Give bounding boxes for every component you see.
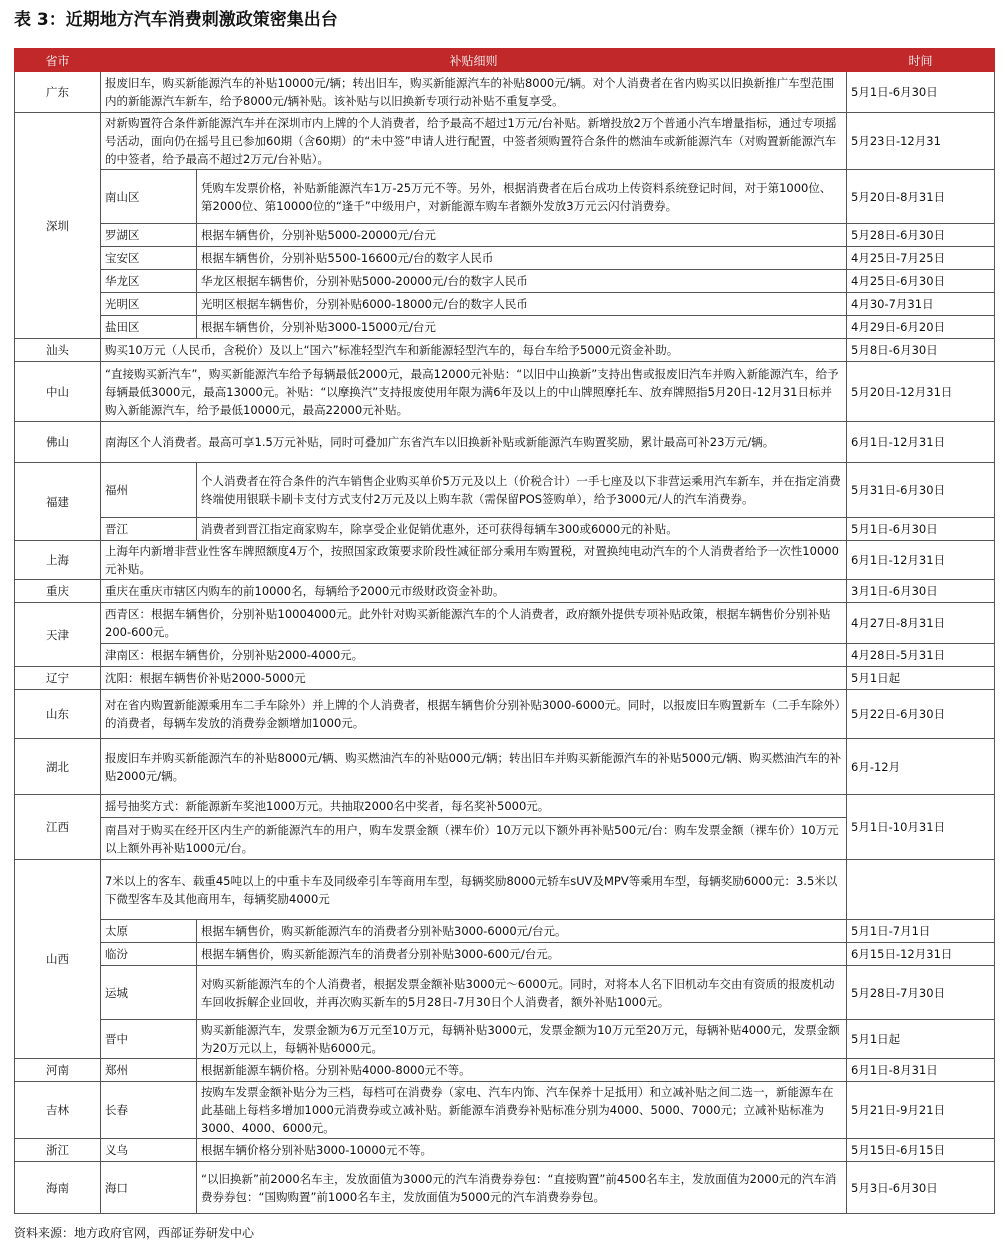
time-cell: 4月28日-5月31日	[847, 644, 995, 667]
detail-cell: 重庆在重庆市辖区内购车的前10000名，每辆给予2000元市级财政资金补助。	[101, 580, 847, 603]
city-cell: 晋江	[101, 518, 197, 541]
province-cell: 佛山	[15, 422, 101, 463]
detail-cell: 根据车辆售价，购买新能源汽车的消费者分别补贴3000-6000元/台元。	[197, 920, 847, 943]
table-row	[15, 667, 995, 690]
city-cell: 宝安区	[101, 247, 197, 270]
time-cell: 6月1日-12月31日	[847, 422, 995, 463]
time-cell: 5月20日-8月31日	[847, 170, 995, 224]
city-cell: 盐田区	[101, 316, 197, 339]
time-cell: 5月15日-6月15日	[847, 1139, 995, 1162]
time-cell: 5月21日-9月21日	[847, 1082, 995, 1139]
time-cell: 5月1日-7月1日	[847, 920, 995, 943]
detail-cell: 光明区根据车辆售价，分别补贴6000-18000元/台的数字人民币	[197, 293, 847, 316]
city-cell: 义乌	[101, 1139, 197, 1162]
table-row	[15, 943, 995, 966]
province-cell: 山东	[15, 690, 101, 739]
province-cell: 天津	[15, 603, 101, 667]
table-header-row	[15, 49, 995, 72]
province-cell: 广东	[15, 72, 101, 113]
detail-cell: “直接购买新汽车”，购买新能源汽车给予每辆最低2000元，最高12000元补贴：“以旧中山换新”支持出售或报废旧汽车并购入新能源汽车，给予每辆最低3000元，最高13000元。补贴：“以摩换汽”支持报废使用年限为满6年及以上的中山牌照摩托车、放弃牌照指5月20日-12月31日标并购入新能源汽车，给予最低10000元，最高22000元补贴。	[101, 362, 847, 422]
table-row	[15, 422, 995, 463]
detail-cell: 根据新能源车辆价格。分别补贴4000-8000元不等。	[197, 1059, 847, 1082]
time-cell: 5月28日-7月30日	[847, 966, 995, 1020]
province-cell: 湖北	[15, 739, 101, 795]
detail-cell: 对在省内购置新能源乘用车二手车除外）并上牌的个人消费者，根据车辆售价分别补贴3000-6000元。同时，以报废旧车购置新车（二手车除外）的消费者，每辆车发放的消费券金额增加1000元。	[101, 690, 847, 739]
table-row	[15, 316, 995, 339]
table-row	[15, 920, 995, 943]
time-cell	[847, 860, 995, 920]
table-row	[15, 1059, 995, 1082]
time-cell: 4月25日-6月30日	[847, 270, 995, 293]
time-cell: 6月1日-12月31日	[847, 541, 995, 580]
city-cell: 福州	[101, 463, 197, 518]
city-cell: 太原	[101, 920, 197, 943]
table-row	[15, 580, 995, 603]
province-cell: 吉林	[15, 1082, 101, 1139]
province-cell: 浙江	[15, 1139, 101, 1162]
detail-cell: 摇号抽奖方式：新能源新车奖池1000万元。共抽取2000名中奖者，每名奖补5000元。	[101, 795, 847, 818]
province-cell: 河南	[15, 1059, 101, 1082]
province-cell: 福建	[15, 463, 101, 541]
table-row	[15, 1162, 995, 1214]
source-note: 资料来源：地方政府官网，西部证券研发中心	[14, 1226, 255, 1240]
table-row	[15, 270, 995, 293]
time-cell: 5月22日-6月30日	[847, 690, 995, 739]
detail-cell: 华龙区根据车辆售价，分别补贴5000-20000元/台的数字人民币	[197, 270, 847, 293]
header-detail: 补贴细则	[101, 49, 847, 72]
detail-cell: 上海年内新增非营业性客车牌照额度4万个，按照国家政策要求阶段性减征部分乘用车购置税，对置换纯电动汽车的个人消费者给予一次性10000元补贴。	[101, 541, 847, 580]
detail-cell: 凭购车发票价格，补贴新能源汽车1万-25万元不等。另外，根据消费者在后台成功上传资料系统登记时间，对于第1000位、第2000位、第10000位的“逢千”中级用户，对新能源车购车者额外发放3万元云闪付消费券。	[197, 170, 847, 224]
table-row	[15, 739, 995, 795]
detail-cell: 根据车辆售价，分别补贴5500-16600元/台的数字人民币	[197, 247, 847, 270]
table-row	[15, 72, 995, 113]
detail-cell: 南昌对于购买在经开区内生产的新能源汽车的用户，购车发票金额（裸车价）10万元以下额外再补贴500元/台：购车发票金额（裸车价）10万元以上额外再补贴1000元/台。	[101, 818, 847, 860]
province-cell: 汕头	[15, 339, 101, 362]
detail-cell: 根据车辆售价，购买新能源汽车的消费者分别补贴3000-600元/台元。	[197, 943, 847, 966]
header-province: 省市	[15, 49, 101, 72]
table-row	[15, 690, 995, 739]
detail-cell: 按购车发票金额补贴分为三档，每档可在消费券（家电、汽车内饰、汽车保养十足抵用）和立减补贴之间二选一，新能源车在此基础上每档多增加1000元消费券或立减补贴。新能源车消费券补贴标准分别为4000、5000、7000元；立减补贴标准为3000、4000、6000元。	[197, 1082, 847, 1139]
table-row	[15, 170, 995, 224]
header-time: 时间	[847, 49, 995, 72]
detail-cell: 消费者到晋江指定商家购车，除享受企业促销优惠外，还可获得每辆车300或6000元的补贴。	[197, 518, 847, 541]
province-cell: 深圳	[15, 113, 101, 339]
province-cell: 海南	[15, 1162, 101, 1214]
table-row	[15, 966, 995, 1020]
city-cell: 南山区	[101, 170, 197, 224]
table-row	[15, 463, 995, 518]
detail-cell: 根据车辆售价，分别补贴3000-15000元/台元	[197, 316, 847, 339]
time-cell: 5月3日-6月30日	[847, 1162, 995, 1214]
detail-cell: 购买新能源汽车，发票金额为6万元至10万元，每辆补贴3000元，发票金额为10万元至20万元，每辆补贴4000元，发票金额为20万元以上，每辆补贴6000元。	[197, 1020, 847, 1059]
time-cell: 5月1日-6月30日	[847, 72, 995, 113]
detail-cell: 根据车辆价格分别补贴3000-10000元不等。	[197, 1139, 847, 1162]
table-row	[15, 339, 995, 362]
detail-cell: 津南区：根据车辆售价，分别补贴2000-4000元。	[101, 644, 847, 667]
table-row	[15, 293, 995, 316]
city-cell: 临汾	[101, 943, 197, 966]
table-row	[15, 113, 995, 170]
city-cell: 晋中	[101, 1020, 197, 1059]
detail-cell: 沈阳：根据车辆售价补贴2000-5000元	[101, 667, 847, 690]
city-cell: 长春	[101, 1082, 197, 1139]
table-row	[15, 224, 995, 247]
province-cell: 上海	[15, 541, 101, 580]
detail-cell: 报废旧车，购买新能源汽车的补贴10000元/辆；转出旧车，购买新能源汽车的补贴8000元/辆。对个人消费者在省内购买以旧换新推广车型范围内的新能源汽车新车，给予8000元/辆补贴。该补贴与以旧换新专项行动补贴不重复享受。	[101, 72, 847, 113]
time-cell: 5月1日-10月31日	[847, 795, 995, 860]
table-row	[15, 518, 995, 541]
table-row	[15, 362, 995, 422]
table-row	[15, 860, 995, 920]
province-cell: 中山	[15, 362, 101, 422]
table-row	[15, 1020, 995, 1059]
detail-cell: “以旧换新”前2000名车主，发放面值为3000元的汽车消费券券包：“直接购置”前4500名车主，发放面值为2000元的汽车消费券券包：“国购购置”前1000名车主，发放面值为5000元的汽车消费券券包。	[197, 1162, 847, 1214]
detail-cell: 7米以上的客车、载重45吨以上的中重卡车及同级牵引车等商用车型，每辆奖励8000元轿车sUV及MPV等乘用车型，每辆奖励6000元：3.5米以下微型客车及其他商用车，每辆奖励4000元	[101, 860, 847, 920]
time-cell: 6月1日-8月31日	[847, 1059, 995, 1082]
table-row	[15, 247, 995, 270]
province-cell: 辽宁	[15, 667, 101, 690]
province-cell: 江西	[15, 795, 101, 860]
detail-cell: 对新购置符合条件新能源汽车并在深圳市内上牌的个人消费者，给予最高不超过1万元/台补贴。新增投放2万个普通小汽车增量指标，通过专项摇号活动，面向仍在摇号且已参加60期（含60期）的“未中签”申请人进行配置，中签者须购置符合条件的燃油车或新能源汽车（对购置新能源汽车的中签者，给予最高不超过2万元/台补贴）。	[101, 113, 847, 170]
province-cell: 山西	[15, 860, 101, 1059]
detail-cell: 购买10万元（人民币，含税价）及以上“国六”标准轻型汽车和新能源轻型汽车的，每台车给予5000元资金补助。	[101, 339, 847, 362]
province-cell: 重庆	[15, 580, 101, 603]
city-cell: 海口	[101, 1162, 197, 1214]
time-cell: 5月28日-6月30日	[847, 224, 995, 247]
time-cell: 5月23日-12月31	[847, 113, 995, 170]
table-row	[15, 644, 995, 667]
table-row	[15, 603, 995, 644]
time-cell: 4月29日-6月20日	[847, 316, 995, 339]
table-title: 表 3：近期地方汽车消费刺激政策密集出台	[14, 10, 338, 30]
time-cell: 6月15日-12月31日	[847, 943, 995, 966]
policy-table	[14, 48, 995, 1214]
detail-cell: 西青区：根据车辆售价，分别补贴10004000元。此外针对购买新能源汽车的个人消费者，政府额外提供专项补贴政策，根据车辆售价分别补贴200-600元。	[101, 603, 847, 644]
table-row	[15, 1139, 995, 1162]
city-cell: 华龙区	[101, 270, 197, 293]
time-cell: 4月27日-8月31日	[847, 603, 995, 644]
time-cell: 5月1日-6月30日	[847, 518, 995, 541]
time-cell: 5月20日-12月31日	[847, 362, 995, 422]
time-cell: 5月1日起	[847, 667, 995, 690]
time-cell: 5月31日-6月30日	[847, 463, 995, 518]
city-cell: 罗湖区	[101, 224, 197, 247]
city-cell: 光明区	[101, 293, 197, 316]
table-row	[15, 795, 995, 818]
table-row	[15, 1082, 995, 1139]
city-cell: 运城	[101, 966, 197, 1020]
city-cell: 郑州	[101, 1059, 197, 1082]
time-cell: 4月25日-7月25日	[847, 247, 995, 270]
time-cell: 5月1日起	[847, 1020, 995, 1059]
time-cell: 4月30-7月31日	[847, 293, 995, 316]
detail-cell: 对购买新能源汽车的个人消费者，根据发票金额补贴3000元～6000元。同时，对将本人名下旧机动车交由有资质的报废机动车回收拆解企业回收，并再次购买新车的5月28日-7月30日个人消费者，额外补贴1000元。	[197, 966, 847, 1020]
detail-cell: 根据车辆售价，分别补贴5000-20000元/台元	[197, 224, 847, 247]
detail-cell: 报废旧车并购买新能源汽车的补贴8000元/辆、购买燃油汽车的补贴000元/辆；转出旧车并购买新能源汽车的补贴5000元/辆、购买燃油汽车的补贴2000元/辆。	[101, 739, 847, 795]
time-cell: 3月1日-6月30日	[847, 580, 995, 603]
detail-cell: 南海区个人消费者。最高可享1.5万元补贴，同时可叠加广东省汽车以旧换新补贴或新能源汽车购置奖励，累计最高可补23万元/辆。	[101, 422, 847, 463]
time-cell: 6月-12月	[847, 739, 995, 795]
table-row	[15, 541, 995, 580]
time-cell: 5月8日-6月30日	[847, 339, 995, 362]
detail-cell: 个人消费者在符合条件的汽车销售企业购买单价5万元及以上（价税合计）一手七座及以下非营运乘用汽车新车，并在指定消费终端使用银联卡刷卡支付方式支付2万元及以上购车款（需保留POS签购单），给予3000元/人的汽车消费券。	[197, 463, 847, 518]
